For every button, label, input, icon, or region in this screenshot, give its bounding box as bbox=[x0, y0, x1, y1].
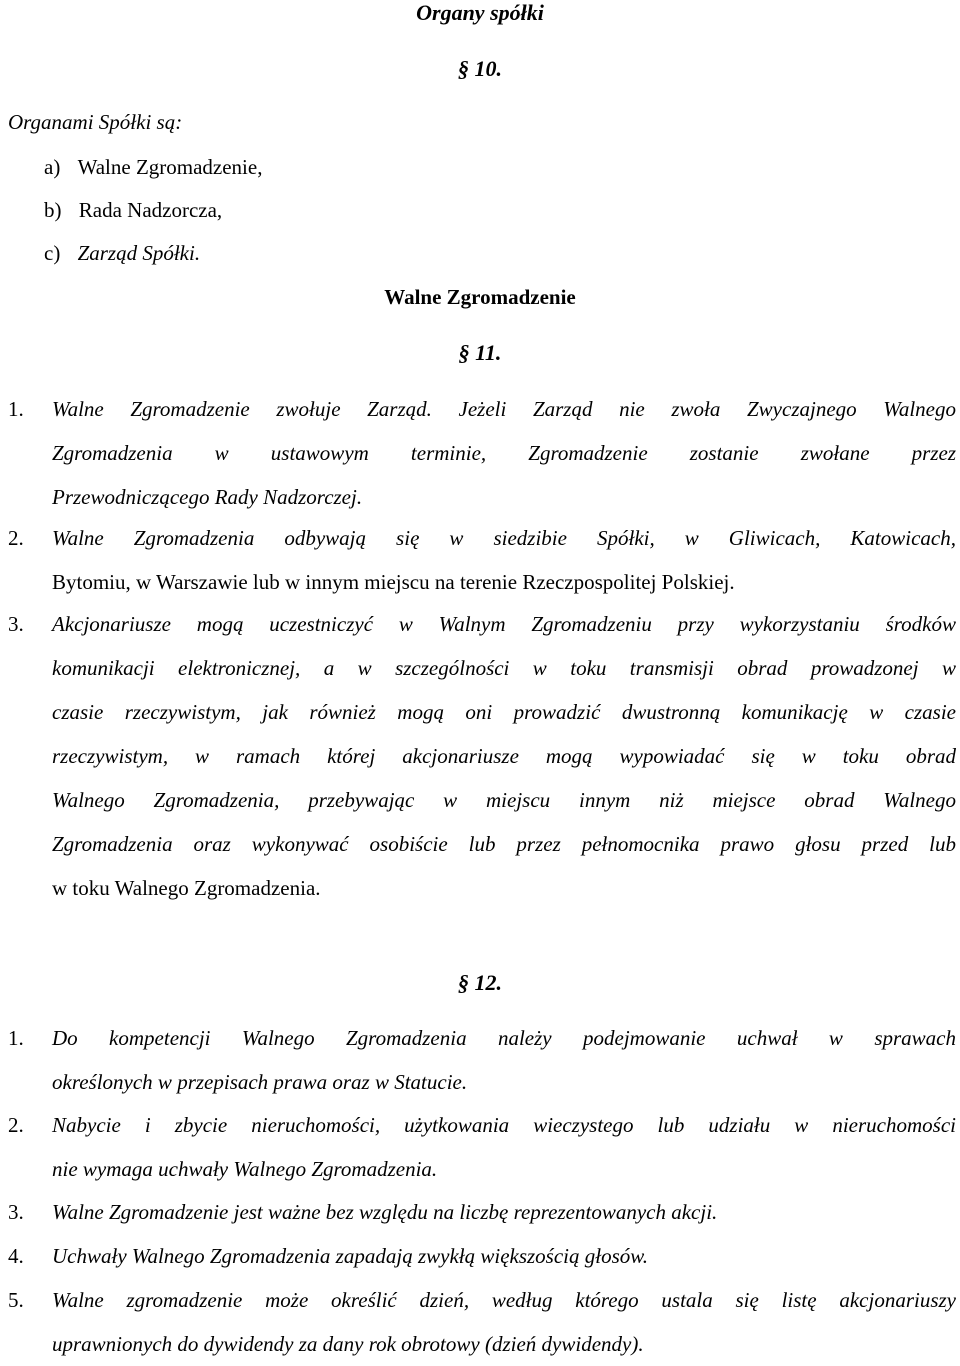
list-text: Walne Zgromadzenie, bbox=[77, 155, 263, 179]
text-line: nie wymaga uchwały Walnego Zgromadzenia. bbox=[52, 1157, 438, 1181]
section-12-heading: § 12. bbox=[458, 970, 502, 995]
paragraph-11-1 bbox=[52, 387, 956, 519]
text-line: Walne Zgromadzenia odbywają się w siedzibie Spółki, w Gliwicach, Katowicach, bbox=[52, 526, 956, 550]
text-line: Uchwały Walnego Zgromadzenia zapadają zwykłą większością głosów. bbox=[52, 1244, 648, 1268]
paragraph-12-1 bbox=[52, 1016, 956, 1104]
paragraph-12-2 bbox=[52, 1103, 956, 1191]
paragraph-number: 5. bbox=[8, 1288, 24, 1312]
paragraph-12-4 bbox=[52, 1234, 956, 1278]
text-line: Zgromadzenia w ustawowym terminie, Zgromadzenie zostanie zwołane przez bbox=[52, 441, 956, 465]
text-line: Walne Zgromadzenie zwołuje Zarząd. Jeżeli Zarząd nie zwoła Zwyczajnego Walnego bbox=[52, 397, 956, 421]
list-text: Rada Nadzorcza, bbox=[78, 198, 223, 222]
text-line: Zgromadzenia oraz wykonywać osobiście lub przez pełnomocnika prawo głosu przed lub bbox=[52, 832, 956, 856]
text-line: Walnego Zgromadzenia, przebywając w miejscu innym niż miejsce obrad Walnego bbox=[52, 788, 956, 812]
paragraph-number: 1. bbox=[8, 397, 24, 421]
list-letter: c) bbox=[44, 241, 61, 265]
text-line: określonych w przepisach prawa oraz w Statucie. bbox=[52, 1070, 468, 1094]
paragraph-number: 2. bbox=[8, 526, 24, 550]
list-text: Zarząd Spółki. bbox=[77, 241, 201, 265]
text-line: Walne Zgromadzenie jest ważne bez względu na liczbę reprezentowanych akcji. bbox=[52, 1200, 718, 1224]
text-line: Nabycie i zbycie nieruchomości, użytkowania wieczystego lub udziału w nieruchomości bbox=[52, 1113, 956, 1137]
list-letter: a) bbox=[44, 155, 61, 179]
organs-intro: Organami Spółki są: bbox=[8, 110, 183, 134]
paragraph-number: 4. bbox=[8, 1244, 24, 1268]
paragraph-number: 1. bbox=[8, 1026, 24, 1050]
page-title: Organy spółki bbox=[416, 0, 544, 25]
paragraph-11-2 bbox=[52, 516, 956, 604]
text-line: Przewodniczącego Rady Nadzorczej. bbox=[52, 485, 363, 509]
section-11-heading: § 11. bbox=[458, 340, 502, 365]
section-10-heading: § 10. bbox=[458, 56, 502, 81]
list-item bbox=[44, 193, 222, 227]
walne-zgromadzenie-heading: Walne Zgromadzenie bbox=[384, 285, 576, 309]
text-line: Bytomiu, w Warszawie lub w innym miejscu na terenie Rzeczpospolitej Polskiej. bbox=[52, 570, 735, 594]
text-line: Akcjonariusze mogą uczestniczyć w Walnym Zgromadzeniu przy wykorzystaniu środków bbox=[52, 612, 956, 636]
paragraph-number: 3. bbox=[8, 612, 24, 636]
text-line: Walne zgromadzenie może określić dzień, według którego ustala się listę akcjonariuszy bbox=[52, 1288, 956, 1312]
paragraph-number: 3. bbox=[8, 1200, 24, 1224]
list-item bbox=[44, 150, 262, 184]
text-line: czasie rzeczywistym, jak również mogą oni prowadzić dwustronną komunikację w czasie bbox=[52, 700, 956, 724]
paragraph-12-5 bbox=[52, 1278, 956, 1366]
text-line: w toku Walnego Zgromadzenia. bbox=[52, 876, 321, 900]
text-line: Do kompetencji Walnego Zgromadzenia należy podejmowanie uchwał w sprawach bbox=[52, 1026, 956, 1050]
paragraph-11-3 bbox=[52, 602, 956, 910]
text-line: komunikacji elektronicznej, a w szczególności w toku transmisji obrad prowadzonej w bbox=[52, 656, 956, 680]
paragraph-number: 2. bbox=[8, 1113, 24, 1137]
paragraph-12-3 bbox=[52, 1190, 956, 1234]
text-line: rzeczywistym, w ramach której akcjonariusze mogą wypowiadać się w toku obrad bbox=[52, 744, 956, 768]
text-line: uprawnionych do dywidendy za dany rok obrotowy (dzień dywidendy). bbox=[52, 1332, 644, 1356]
list-letter: b) bbox=[44, 198, 62, 222]
list-item bbox=[44, 236, 200, 270]
